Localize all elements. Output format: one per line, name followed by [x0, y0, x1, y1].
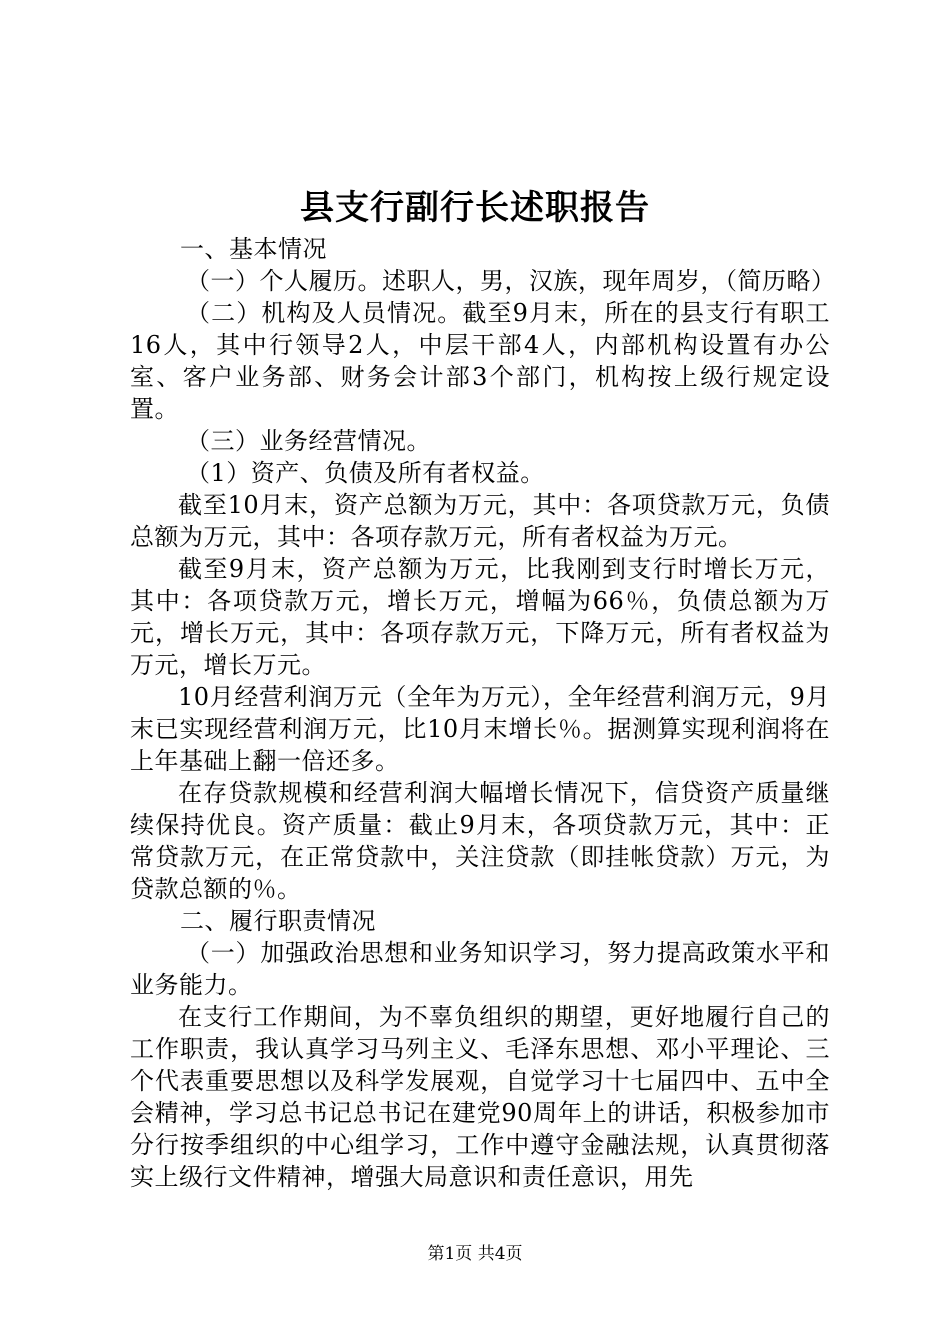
paragraph-assets-liabilities-heading: （1）资产、负债及所有者权益。 [186, 459, 545, 487]
section-heading-basic-info: 一、基本情况 [180, 235, 327, 263]
paragraph-work-period: 在支行工作期间，为不辜负组织的期望，更好地履行自己的工作职责，我认真学习马列主义、毛泽东思想、邓小平理论、三个代表重要思想以及科学发展观，自觉学习十七届四中、五中全会精神，学习总书记总书记在建党90周年上的讲话，积极参加市分行按季组织的中心组学习，工作中遵守金融法规，认真贯彻落实上级行文件精神，增强大局意识和责任意识，用先 [130, 1003, 830, 1191]
page-footer: 第1页 共4页 [427, 1244, 523, 1264]
document-title: 县支行副行长述职报告 [300, 188, 650, 228]
document-body [130, 233, 836, 1193]
paragraph-business-operation: （三）业务经营情况。 [186, 427, 431, 455]
paragraph-political-study: （一）加强政治思想和业务知识学习，努力提高政策水平和业务能力。 [130, 939, 830, 999]
paragraph-september-assets: 截至9月末，资产总额为万元，比我刚到支行时增长万元，其中：各项贷款万元，增长万元，增幅为66％，负债总额为万元，增长万元，其中：各项存款万元，下降万元，所有者权益为万元，增长万元。 [130, 555, 830, 679]
paragraph-asset-quality: 在存贷款规模和经营利润大幅增长情况下，信贷资产质量继续保持优良。资产质量：截止9月末，各项贷款万元，其中：正常贷款万元，在正常贷款中，关注贷款（即挂帐贷款）万元，为贷款总额的％。 [130, 779, 830, 903]
paragraph-operating-profit: 10月经营利润万元（全年为万元），全年经营利润万元，9月末已实现经营利润万元，比10月末增长％。据测算实现利润将在上年基础上翻一倍还多。 [130, 683, 830, 775]
paragraph-organization-staff: （二）机构及人员情况。截至9月末，所在的县支行有职工16人，其中行领导2人，中层干部4人，内部机构设置有办公室、客户业务部、财务会计部3个部门，机构按上级行规定设置。 [130, 299, 830, 423]
paragraph-october-assets: 截至10月末，资产总额为万元，其中：各项贷款万元，负债总额为万元，其中：各项存款万元，所有者权益为万元。 [130, 491, 830, 551]
section-heading-duties: 二、履行职责情况 [180, 907, 376, 935]
paragraph-personal-resume: （一）个人履历。述职人，男，汉族，现年周岁，（简历略） [186, 267, 836, 295]
